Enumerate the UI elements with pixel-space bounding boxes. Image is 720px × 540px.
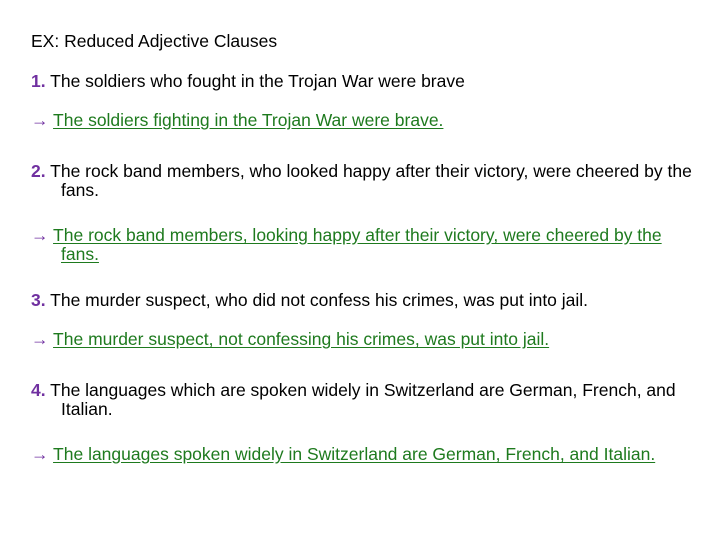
reduced-sentence-4 bbox=[31, 445, 701, 464]
example-sentence-3 bbox=[31, 291, 701, 310]
arrow-icon: → bbox=[31, 329, 49, 349]
example-text-2: The rock band members, who looked happy after their victory, were cheered by the fans. bbox=[50, 161, 692, 200]
example-sentence-2 bbox=[31, 162, 701, 200]
example-text-3: The murder suspect, who did not confess his crimes, was put into jail. bbox=[50, 290, 589, 310]
example-text-1: The soldiers who fought in the Trojan War were brave bbox=[50, 71, 465, 91]
reduced-sentence-2 bbox=[31, 226, 701, 264]
example-sentence-4 bbox=[31, 381, 701, 419]
slide-content bbox=[31, 32, 701, 464]
arrow-icon: → bbox=[31, 444, 49, 464]
reduced-text-1: The soldiers fighting in the Trojan War were brave. bbox=[53, 110, 444, 130]
reduced-text-4: The languages spoken widely in Switzerland are German, French, and Italian. bbox=[53, 444, 656, 464]
arrow-icon: → bbox=[31, 110, 49, 130]
reduced-text-3: The murder suspect, not confessing his crimes, was put into jail. bbox=[53, 329, 550, 349]
arrow-icon: → bbox=[31, 225, 49, 245]
example-sentence-1 bbox=[31, 72, 701, 91]
reduced-sentence-1 bbox=[31, 111, 701, 130]
example-number-2: 2. bbox=[31, 161, 46, 181]
reduced-text-2: The rock band members, looking happy after their victory, were cheered by the fans. bbox=[53, 225, 662, 264]
example-number-1: 1. bbox=[31, 71, 46, 91]
example-text-4: The languages which are spoken widely in Switzerland are German, French, and Italian. bbox=[50, 380, 676, 419]
reduced-sentence-3 bbox=[31, 330, 701, 349]
example-number-3: 3. bbox=[31, 290, 46, 310]
slide-title: EX: Reduced Adjective Clauses bbox=[31, 31, 278, 51]
example-number-4: 4. bbox=[31, 380, 46, 400]
